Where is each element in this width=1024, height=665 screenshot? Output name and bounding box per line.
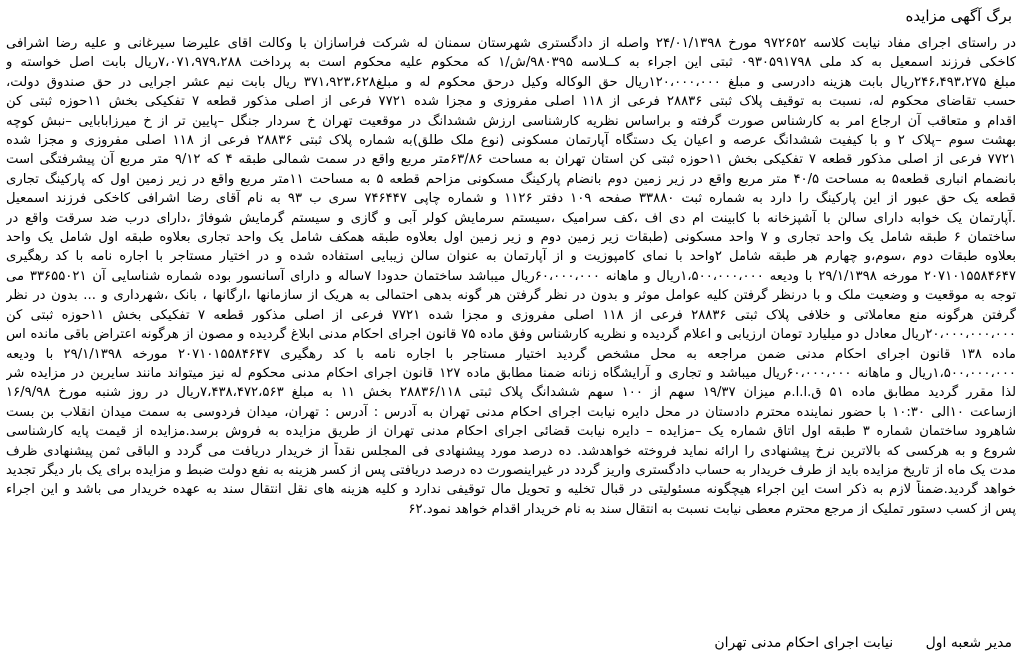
signature-block <box>714 633 1012 653</box>
signature-office: نیابت اجرای احکام مدنی تهران <box>714 635 894 651</box>
body-line: در راستای اجرای مفاد نیابت کلاسه ۹۷۲۶۵۲ مورخ ۲۴/۰۱/۱۳۹۸ واصله از دادگستری شهرستان سمنان له شرکت فراسازان با وکالت اقای علیرضا سیرغانی و علیه رضا اشرافی <box>6 36 1016 51</box>
body-line: ازساعت ۱۰الی ۱۰:۳۰ با حضور نماینده محترم دادستان در محل دایره نیابت اجرای احکام مدنی تهران به آدرس : آدرس : تهران، میدان فردوسی به سمت میدان انقلاب بن بست <box>6 404 1016 420</box>
body-line: ساختمان ۶ طبقه شامل یک واحد تجاری و ۷ واحد مسکونی (طبقات زیر زمین دوم و زیر زمین اول بعلاوه طبقه همکف شامل یک واحد تجاری بعلاوه طبقه اول شامل یک واحد <box>6 230 1016 246</box>
page-title: برگ آگهی مزایده <box>905 7 1012 25</box>
body-line: پس از کسب دستور تملیک از مرجع محترم معطی نیابت نسبت به انتقال سند به نام خریدار اقدام خواهد نمود.۶۲ <box>408 501 1016 517</box>
body-line: شاهرود ساختمان شماره ۳ طبقه اول اتاق شماره یک –مزایده – دایره نیابت قضائی اجرای احکام مدنی تهران از طریق مزایده به فروش برسد.مزایده از قیمت پایه کارشناسی <box>6 424 1016 440</box>
body-line: قطعه یک حق عبور از این پارکینگ را دارد به شماره ثبت ۳۳۸۸۰ صفحه ۱۰۹ دفتر ۱۱۲۶ و شماره چاپی ۷۴۶۴۴۷ سری ب ۹۳ به نام آقای رضا اشرافی کاخکی فرزند اسمعیل <box>6 191 1016 207</box>
body-line: شروع و به هرکسی که بالاترین نرخ پیشنهادی را ارائه نماید فروخته خواهدشد. ده درصد مورد پیشنهادی فی المجلس نقداً از خریدار دریافت می گردد و الباقی ثمن پیشنهادی ظرف <box>6 443 1016 459</box>
body-line: خواهد گردید.ضمناً لازم به ذکر است این اجراء هیچگونه مسئولیتی در قبال تخلیه و تحویل مال توقیفی ندارد و کلیه هزینه های نقل انتقال سند به عهده خریدار می باشد و این اجراء <box>6 482 1016 498</box>
signature-role: مدیر شعبه اول <box>925 635 1012 651</box>
body-line: توجه به موقعیت و وضعیت ملک و با درنظر گرفتن کلیه عوامل موثر و بدون در نظر گرفتن هر گونه بدهی احتمالی به هریک از سازمانها ،ارگانها ، بانک ،شهرداری و ... بدون در نظر <box>6 288 1016 304</box>
body-line: لذا مقرر گردید مطابق ماده ۵۱ ق.ا.ا.م میزان ۱۹/۳۷ سهم از ۱۰۰ سهم ششدانگ پلاک ثبتی ۲۸۸۳۶/۱۱۸ بخش ۱۱ به مبلغ ۷،۴۳۸،۴۷۲،۵۶۳ریال در روز شنبه مورخ ۱۶/۹/۹۸ <box>6 385 1016 401</box>
body-line: .آپارتمان یک خوابه دارای سالن با آشپزخانه با کابینت ام دی اف ،کف سرامیک ،سیستم سرمایش کولر آبی و گازی و سیستم گرمایش شوفاژ ،دارای درب ضد سرقت واقع در <box>6 210 1016 226</box>
body-line: ۷۷۲۱ فرعی از اصلی مذکور قطعه ۷ تفکیکی بخش ۱۱حوزه ثبتی کن استان تهران به مساحت ۶۳/۸۶متر مربع واقع در سمت شمالی طبقه ۴ که ۹/۱۲ متر مربع آن پیشرفتگی است <box>6 152 1016 168</box>
body-line: بعلاوه طبقات دوم ،سوم،و چهارم هر طبقه شامل ۲واحد با نمای کامپوزیت و از آپارتمان به عنوان سالن زیبایی استفاده شده و در اختیار مستاجر با اجاره نامه با کد رهگیری <box>6 249 1016 265</box>
body-line: ماده ۱۳۸ قانون اجرای احکام مدنی ضمن مراجعه به محل مشخص گردید اختیار مستاجر با اجاره نامه با کد رهگیری ۲۰۷۱۰۱۵۵۸۴۶۴۷ مورخه ۲۹/۱/۱۳۹۸ با ودیعه <box>6 346 1016 362</box>
body-line: حسب تقاضای محکوم له، نسبت به توقیف پلاک ثبتی ۲۸۸۳۶ فرعی از ۱۱۸ اصلی مفروزی و مجزا شده ۷۷۲۱ فرعی از اصلی مذکور قطعه ۷ تفکیکی بخش ۱۱حوزه ثبتی کن <box>6 94 1016 110</box>
body-line: کاخکی فرزند اسمعیل به کد ملی ۰۹۳۰۵۹۱۷۹۸ ثبتی این اجراء به کــلاسه ۹۸۰۳۹۵/ش/۱ که محکوم علیه محکوم است به پرداخت ۷،۰۷۱،۹۷۹،۲۸۸ریال بابت اصل خواسته و <box>6 55 1016 71</box>
body-line: ۱،۵۰۰،۰۰۰،۰۰۰ریال و ماهانه ۶۰،۰۰۰،۰۰۰ریال میباشد و تجاری و آرایشگاه زنانه ضمنا مطابق ماده ۱۲۷ قانون اجرای احکام مدنی محکوم له نیز میتواند مانند سایرین در مزایده شر <box>6 365 1016 381</box>
body-line: ۲۰۷۱۰۱۵۵۸۴۶۴۷ مورخه ۲۹/۱/۱۳۹۸ با ودیعه ۱،۵۰۰،۰۰۰،۰۰۰ریال و ماهانه ۶۰،۰۰۰،۰۰۰ریال میباشد ساختمان حدودا ۷ساله و دارای آسانسور بوده شماره شناسایی آن ۳۳۶۵۵۰۲۱ می <box>6 268 1016 284</box>
body-line: اقدام و متعاقب آن ارجاع امر به کارشناس صورت گرفته و براساس نظریه کارشناسی ارزش ششدانگ در موقعیت تهران خ سردار جنگل –پایین تر از خ میرزابابایی –نبش کوچه <box>6 113 1016 129</box>
notice-document <box>6 6 1016 661</box>
body-line: مبلغ ۲۴۶،۴۹۳،۲۷۵ریال بابت هزینه دادرسی و مبلغ ۱۲۰،۰۰۰،۰۰۰ریال حق الوکاله وکیل درحق محکوم له و مبلغ۳۷۱،۹۲۳،۶۲۸ ریال بابت نیم عشر اجرایی در حق صندوق دولت، <box>6 74 1016 90</box>
body-line: بانضمام انباری قطعه۵ به مساحت ۴۰/۵ متر مربع واقع در زیر زمین دوم بانضام پارکینگ مسکونی مزاحم قطعه ۵ به مساحت ۱۱متر مربع واقع در زیر زمین اول که پارکینگ تجاری <box>6 171 1016 187</box>
body-line: بهشت سوم –پلاک ۲ و با کیفیت ششدانگ عرصه و اعیان یک دستگاه آپارتمان مسکونی (نوع ملک طلق)به شماره پلاک ثبتی ۲۸۸۳۶ فرعی از ۱۱۸ اصلی مفروزی و مجزا شده <box>6 133 1016 149</box>
body-line: مدت یک ماه از تاریخ مزایده باید از طرف خریدار به حساب دادگستری واریز گردد در غیراینصورت ده درصد دریافتی پس از کسر هزینه به نفع دولت ضبط و مزایده برای یک بار دیگر تجدید <box>6 462 1016 478</box>
notice-body <box>6 34 1016 519</box>
body-line: گرفتن هرگونه منع معاملاتی و خلافی پلاک ثبتی ۲۸۸۳۶ فرعی از ۱۱۸ اصلی مفروزی و مجزا شده ۷۷۲۱ فرعی از اصلی مذکور قطعه ۷ تفکیکی بخش ۱۱حوزه ثبتی کن <box>6 307 1016 323</box>
body-line: ۲۰،۰۰۰،۰۰۰،۰۰۰ریال معادل دو میلیارد تومان ارزیابی و اعلام گردیده و نظریه کارشناس وفق ماده ۷۵ قانون اجرای احکام مدنی ابلاغ گردیده و مصون از هرگونه اعتراض باقی مانده اس <box>6 327 1016 343</box>
